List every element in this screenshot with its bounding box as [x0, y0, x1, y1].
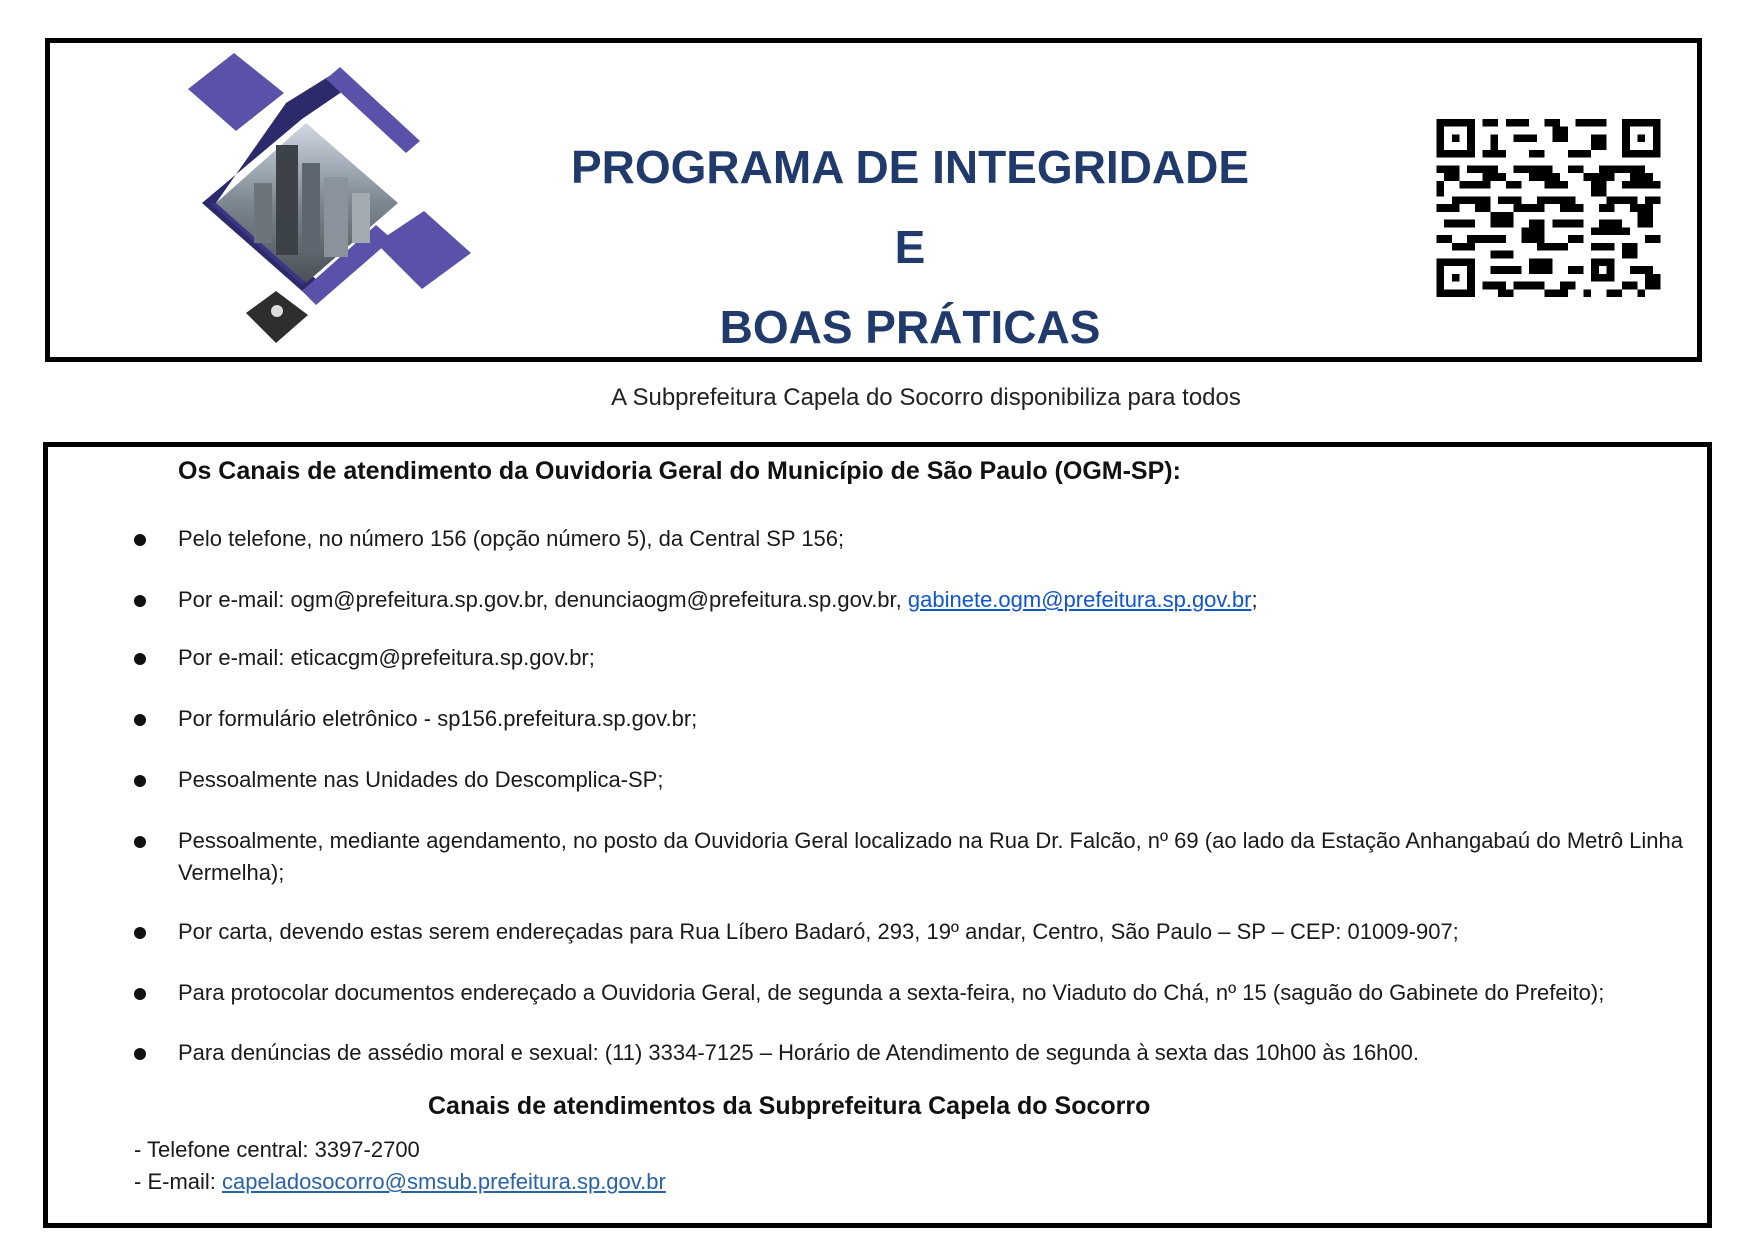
- bullet-icon: [134, 714, 146, 726]
- subprefeitura-email-link[interactable]: capeladosocorro@smsub.prefeitura.sp.gov.br: [222, 1169, 666, 1194]
- channel-descomplica: Pessoalmente nas Unidades do Descomplica-SP;: [178, 767, 664, 792]
- qr-code-icon: [1435, 119, 1662, 297]
- bullet-icon: [134, 988, 146, 1000]
- channels-box: [43, 442, 1712, 1228]
- channel-protocol: Para protocolar documentos endereçado a Ouvidoria Geral, de segunda a sexta-feira, no Viaduto do Chá, nº 15 (saguão do Gabinete do Prefeito);: [178, 980, 1605, 1005]
- channel-email-etica: Por e-mail: eticacgm@prefeitura.sp.gov.br;: [178, 645, 595, 670]
- subprefeitura-email-row: [134, 1169, 666, 1195]
- bullet-icon: [134, 595, 146, 607]
- program-title-line-1: PROGRAMA DE INTEGRIDADE: [570, 141, 1250, 193]
- bullet-icon: [134, 653, 146, 665]
- channel-email-ogm-suffix: ;: [1251, 587, 1258, 612]
- bullet-icon: [134, 1048, 146, 1060]
- integrity-diamond-logo-icon: [116, 53, 476, 359]
- gabinete-email-link[interactable]: gabinete.ogm@prefeitura.sp.gov.br: [907, 587, 1252, 612]
- program-title-line-3: BOAS PRÁTICAS: [719, 301, 1101, 353]
- intro-text: A Subprefeitura Capela do Socorro disponibiliza para todos: [611, 384, 1241, 411]
- channel-letter: Por carta, devendo estas serem endereçadas para Rua Líbero Badaró, 293, 19º andar, Centro, São Paulo – SP – CEP: 01009-907;: [178, 919, 1459, 944]
- channel-in-person: Pessoalmente, mediante agendamento, no posto da Ouvidoria Geral localizado na Rua Dr. Falcão, nº 69 (ao lado da Estação Anhangabaú do Metrô Linha Vermelha);: [178, 828, 1684, 885]
- program-title-line-2: E: [894, 221, 926, 273]
- subprefeitura-email-label: - E-mail:: [134, 1169, 222, 1194]
- channel-phone-156: Pelo telefone, no número 156 (opção número 5), da Central SP 156;: [178, 526, 845, 551]
- channel-email-ogm: [178, 584, 1698, 616]
- header-box: [45, 38, 1702, 362]
- ogm-section-title: Os Canais de atendimento da Ouvidoria Geral do Município de São Paulo (OGM-SP):: [178, 457, 1181, 485]
- bullet-icon: [134, 534, 146, 546]
- program-title: [470, 127, 1350, 367]
- subprefeitura-phone: - Telefone central: 3397-2700: [134, 1137, 420, 1162]
- channel-email-ogm-text: Por e-mail: ogm@prefeitura.sp.gov.br, denunciaogm@prefeitura.sp.gov.br,: [178, 587, 908, 612]
- bullet-icon: [134, 775, 146, 787]
- bullet-icon: [134, 836, 146, 848]
- bullet-icon: [134, 927, 146, 939]
- channel-harassment: Para denúncias de assédio moral e sexual: (11) 3334-7125 – Horário de Atendimento de segunda à sexta das 10h00 às 16h00.: [178, 1040, 1419, 1065]
- channel-web-form: Por formulário eletrônico - sp156.prefeitura.sp.gov.br;: [178, 706, 698, 731]
- subprefeitura-section-title: Canais de atendimentos da Subprefeitura Capela do Socorro: [428, 1092, 1151, 1120]
